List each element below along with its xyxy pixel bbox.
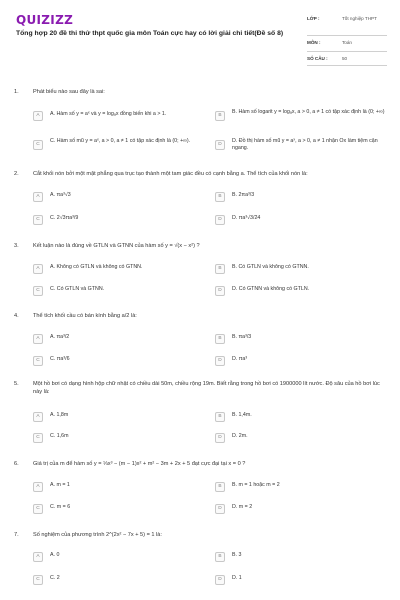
option-text: C. πa³/6 [50,356,70,362]
option-a[interactable] [33,480,203,496]
option-letter-box: B [215,482,225,492]
option-text: A. πa³√3 [50,192,71,198]
question-number: 5. [14,381,19,387]
meta-count-label: SỐ CÂU : [307,56,328,61]
option-text: D. 1 [232,575,242,581]
option-letter-box: A [33,111,43,121]
option-letter-box: B [215,111,225,121]
option-text: C. 2 [50,575,60,581]
option-c[interactable] [33,354,203,370]
option-a[interactable] [33,109,203,125]
option-letter-box: C [33,433,43,443]
option-letter-box: A [33,192,43,202]
option-letter-box: C [33,356,43,366]
meta-count-row [307,54,387,66]
option-text: B. 1,4m. [232,412,252,418]
option-letter-box: A [33,264,43,274]
option-text: A. πa³/2 [50,334,70,340]
option-a[interactable] [33,332,203,348]
option-b[interactable] [215,550,385,566]
question-number: 2. [14,171,19,177]
option-d[interactable] [215,431,385,447]
option-text: D. 2m. [232,433,248,439]
meta-subject-label: MÔN : [307,40,321,45]
option-a[interactable] [33,262,203,278]
option-letter-box: B [215,192,225,202]
question-number: 3. [14,243,19,249]
question-text: Giá trị của m để hàm số y = ⅓x³ − (m − 1)x² + m² − 3m + 2x + 5 đạt cực đại tại x = 0 ? [33,461,246,467]
option-text: C. 1,6m [50,433,69,439]
option-letter-box: C [33,504,43,514]
option-c[interactable] [33,213,203,229]
worksheet-title: Tổng hợp 20 đề thi thử thpt quốc gia môn Toán cực hay có lời giải chi tiết(Đề số 8) [16,30,284,37]
option-a[interactable] [33,550,203,566]
option-d[interactable] [215,573,385,589]
option-b[interactable] [215,410,385,426]
option-c[interactable] [33,138,203,154]
option-b[interactable] [215,480,385,496]
option-text: C. Hàm số mũ y = aˣ, a > 0, a ≠ 1 có tập xác định là (0; +∞). [50,138,191,144]
option-c[interactable] [33,502,203,518]
option-b[interactable] [215,262,385,278]
option-letter-box: A [33,482,43,492]
meta-class-row [307,14,387,36]
option-text: C. 2√3πa³/9 [50,215,79,221]
question-text: Cắt khối nón bởi một mặt phẳng qua trục tạo thành một tam giác đều có cạnh bằng a. Thể tích của khối nón là: [33,171,308,177]
option-c[interactable] [33,284,203,300]
option-letter-box: B [215,412,225,422]
option-text: B. πa³/3 [232,334,252,340]
option-text: B. 3 [232,552,242,558]
option-letter-box: C [33,286,43,296]
option-b[interactable] [215,190,385,206]
option-letter-box: D [215,433,225,443]
option-text: D. Đồ thị hàm số mũ y = aˣ, a > 0, a ≠ 1 nhận Ox làm tiệm cận ngang. [232,138,378,152]
option-d[interactable] [215,284,385,300]
question-number: 1. [14,89,19,95]
question-number: 4. [14,313,19,319]
option-text: A. Hàm số y = aˣ và y = logₐx đồng biến khi a > 1. [50,111,167,117]
question-text: Một hồ bơi có dạng hình hộp chữ nhật có chiều dài 50m, chiều rộng 19m. Biết rằng trong hồ bơi có 1900000 lít nước. Độ sâu của hồ bơi lúc này là: [33,381,380,395]
meta-class-label: LỚP : [307,16,320,21]
option-a[interactable] [33,410,203,426]
question-number: 7. [14,532,19,538]
option-letter-box: D [215,504,225,514]
meta-count-value: 50 [342,56,348,61]
meta-subject-row [307,38,387,52]
worksheet-header [0,0,400,82]
question-text: Số nghiệm của phương trình 2^(2x² − 7x + 5) = 1 là: [33,532,162,538]
option-letter-box: C [33,140,43,150]
option-letter-box: C [33,575,43,585]
option-letter-box: D [215,215,225,225]
option-letter-box: D [215,356,225,366]
option-text: D. m = 2 [232,504,253,510]
option-d[interactable] [215,138,385,154]
meta-subject-value: Toán [342,40,352,45]
option-text: B. 2πa³/3 [232,192,255,198]
option-text: C. Có GTLN và GTNN. [50,286,105,292]
option-c[interactable] [33,431,203,447]
option-letter-box: D [215,286,225,296]
option-text: A. Không có GTLN và không có GTNN. [50,264,143,270]
option-letter-box: B [215,264,225,274]
quizizz-logo: QUIZIZZ [16,13,74,27]
option-text: C. m = 6 [50,504,71,510]
option-letter-box: D [215,140,225,150]
option-letter-box: A [33,334,43,344]
meta-class-value: Tốt nghiệp THPT [342,16,377,21]
option-text: D. πa³√3/24 [232,215,261,221]
option-letter-box: A [33,552,43,562]
option-d[interactable] [215,354,385,370]
option-b[interactable] [215,332,385,348]
option-text: A. 0 [50,552,60,558]
option-text: B. Hàm số logarit y = logₐx, a > 0, a ≠ 1 có tập xác định là (0; +∞) [232,109,385,115]
question-text: Phát biểu nào sau đây là sai: [33,89,105,95]
option-text: B. m = 1 hoặc m = 2 [232,482,280,488]
question-number: 6. [14,461,19,467]
option-b[interactable] [215,109,385,125]
option-letter-box: B [215,334,225,344]
option-text: D. Có GTNN và không có GTLN. [232,286,310,292]
option-a[interactable] [33,190,203,206]
option-letter-box: D [215,575,225,585]
option-c[interactable] [33,573,203,589]
option-letter-box: A [33,412,43,422]
option-letter-box: B [215,552,225,562]
option-text: A. m = 1 [50,482,70,488]
question-text: Thể tích khối cầu có bán kính bằng a/2 là: [33,313,137,319]
worksheet-meta [307,14,387,66]
question-text: Kết luận nào là đúng về GTLN và GTNN của hàm số y = √(x − x²) ? [33,243,200,249]
option-text: B. Có GTLN và không có GTNN. [232,264,309,270]
option-d[interactable] [215,213,385,229]
option-text: D. πa³ [232,356,248,362]
option-letter-box: C [33,215,43,225]
option-text: A. 1,8m [50,412,69,418]
option-d[interactable] [215,502,385,518]
